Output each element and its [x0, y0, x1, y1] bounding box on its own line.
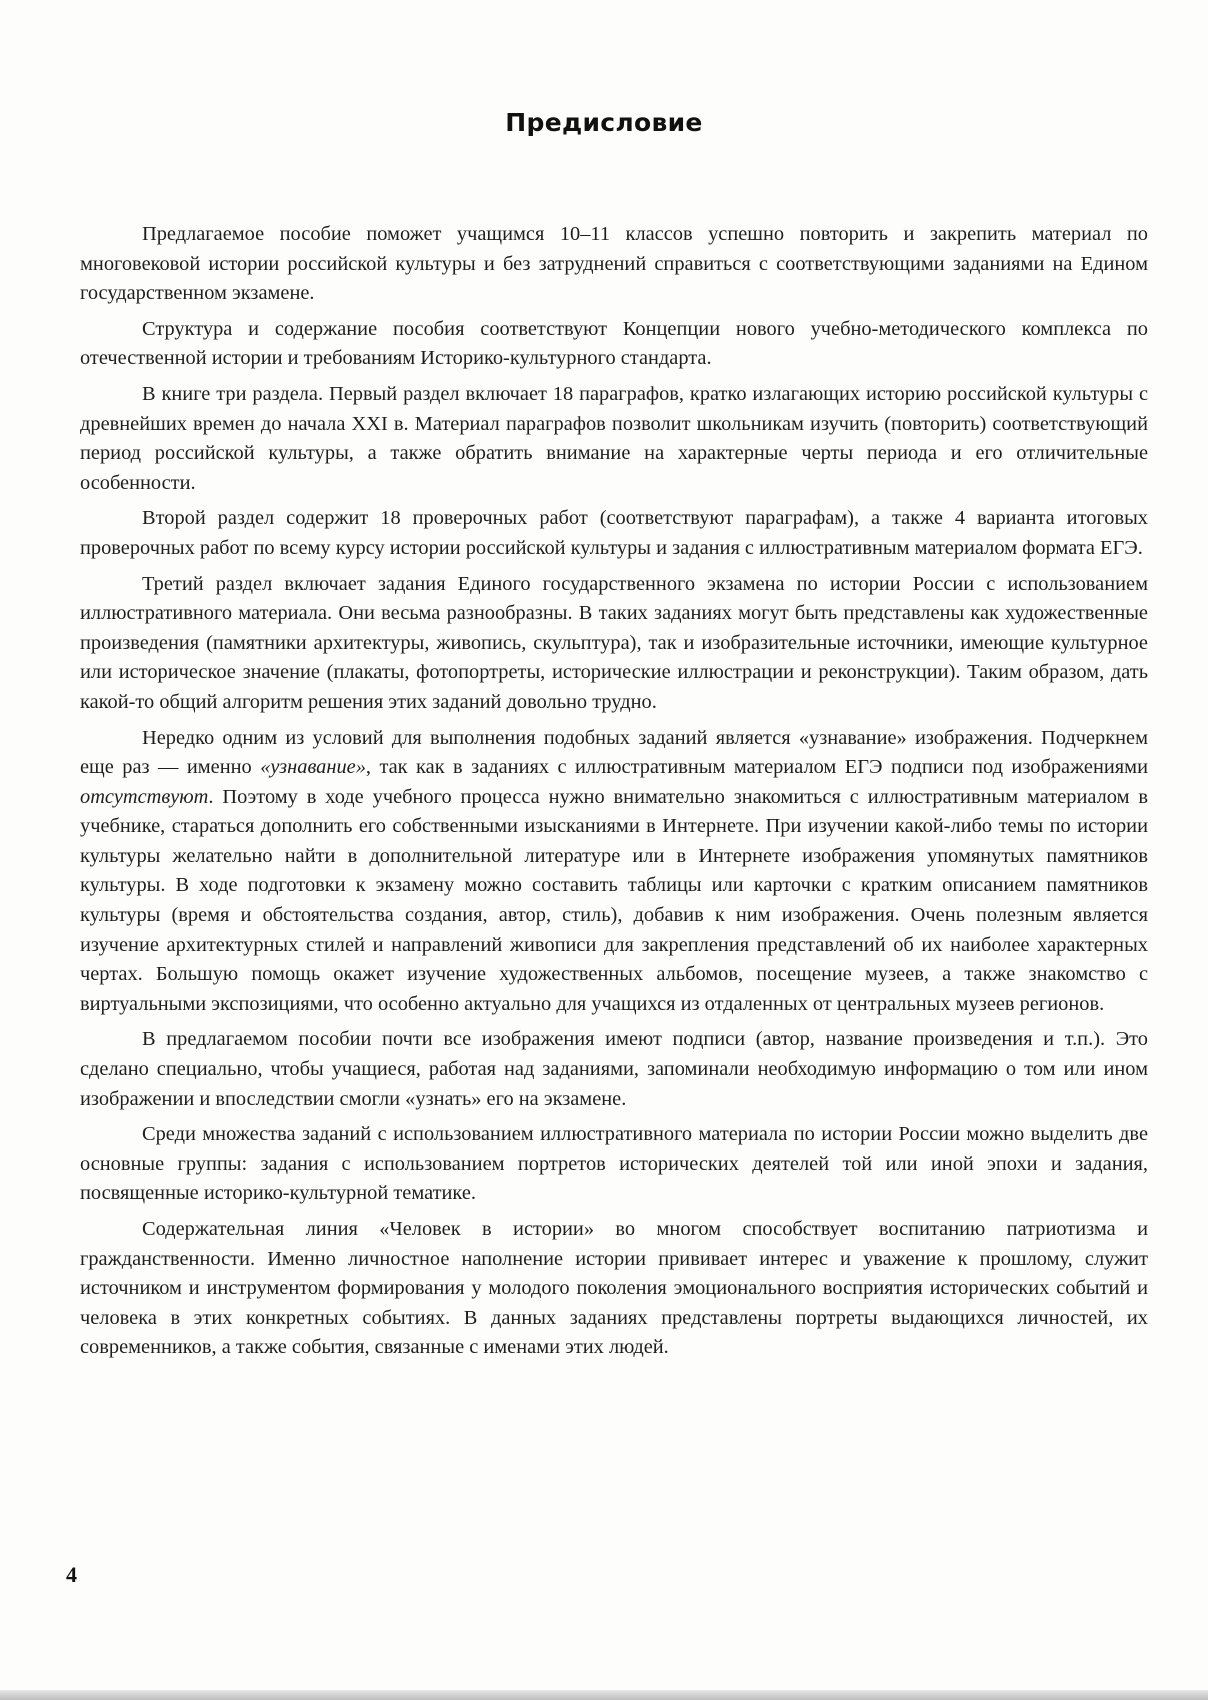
scan-bottom-edge [0, 1690, 1208, 1700]
preface-body [80, 220, 1148, 1363]
paragraph-1: Предлагаемое пособие поможет учащимся 10–11 классов успешно повторить и закрепить материал по многовековой истории российской культуры и без затруднений справиться с соответствующими заданиями на Едином государственном экзамене. [80, 223, 1148, 305]
paragraph-6-text-a: Нередко одним из условий для выполнения подобных заданий является «узнавание» изображения. Подчеркнем еще раз — именно [80, 726, 1148, 779]
paragraph-6 [80, 724, 1148, 1020]
paragraph-7: В предлагаемом пособии почти все изображения имеют подписи (автор, название произведения и т.п.). Это сделано специально, чтобы учащиеся, работая над заданиями, запоминали необходимую информацию о том или ином изображении и впоследствии смогли «узнать» его на экзамене. [80, 1028, 1148, 1110]
paragraph-4: Второй раздел содержит 18 проверочных работ (соответствуют параграфам), а также 4 варианта итоговых проверочных работ по всему курсу истории российской культуры и задания с иллюстративным материалом формата ЕГЭ. [80, 507, 1148, 559]
paragraph-3: В книге три раздела. Первый раздел включает 18 параграфов, кратко излагающих историю российской культуры с древнейших времен до начала XXI в. Материал параграфов позволит школьникам изучить (повторить) соответствующий период российской культуры, а также обратить внимание на характерные черты периода и его отличительные особенности. [80, 382, 1148, 494]
paragraph-6-text-c: . Поэтому в ходе учебного процесса нужно внимательно знакомиться с иллюстративным материалом в учебнике, стараться дополнить его собственными изысканиями в Интернете. При изучении какой-либо темы по истории культуры желательно найти в дополнительной литературе или в Интернете изображения упомянутых памятников культуры. В ходе подготовки к экзамену можно составить таблицы или карточки с кратким описанием памятников культуры (время и обстоятельства создания, автор, стиль), добавив к ним изображения. Очень полезным является изучение архитектурных стилей и направлений живописи для закрепления представлений об их наиболее характерных чертах. Большую помощь окажет изучение художественных альбомов, посещение музеев, а также знакомство с виртуальными экспозициями, что особенно актуально для учащихся из отдаленных от центральных музеев регионов. [80, 785, 1148, 1015]
paragraph-2: Структура и содержание пособия соответствуют Концепции нового учебно-методического комплекса по отечественной истории и требованиям Историко-культурного стандарта. [80, 317, 1148, 370]
paragraph-9: Содержательная линия «Человек в истории» во многом способствует воспитанию патриотизма и гражданственности. Именно личностное наполнение истории прививает интерес и уважение к прошлому, служит источником и инструментом формирования у молодого поколения эмоционального восприятия исторических событий и человека в этих конкретных событиях. В данных заданиях представлены портреты выдающихся личностей, их современников, а также события, связанные с именами этих людей. [80, 1218, 1148, 1359]
paragraph-6-text-b: , так как в заданиях с иллюстративным материалом ЕГЭ подписи под изображениями [365, 756, 1148, 779]
paragraph-6-emphasis-recognition: «узнавание» [260, 756, 366, 779]
paragraph-5: Третий раздел включает задания Единого государственного экзамена по истории России с использованием иллюстративного материала. Они весьма разнообразны. В таких заданиях могут быть представлены как художественные произведения (памятники архитектуры, живопись, скульптура), так и изобразительные источники, имеющие культурное или историческое значение (плакаты, фотопортреты, исторические иллюстрации и реконструкции). Таким образом, дать какой-то общий алгоритм решения этих заданий довольно трудно. [80, 572, 1148, 713]
page-title: Предисловие [505, 108, 703, 137]
paragraph-6-emphasis-absent: отсутствуют [80, 785, 209, 808]
paragraph-8: Среди множества заданий с использованием иллюстративного материала по истории России можно выделить две основные группы: задания с использованием портретов исторических деятелей той или иной эпохи и задания, посвященные историко-культурной тематике. [80, 1123, 1148, 1205]
page-number: 4 [66, 1562, 77, 1587]
